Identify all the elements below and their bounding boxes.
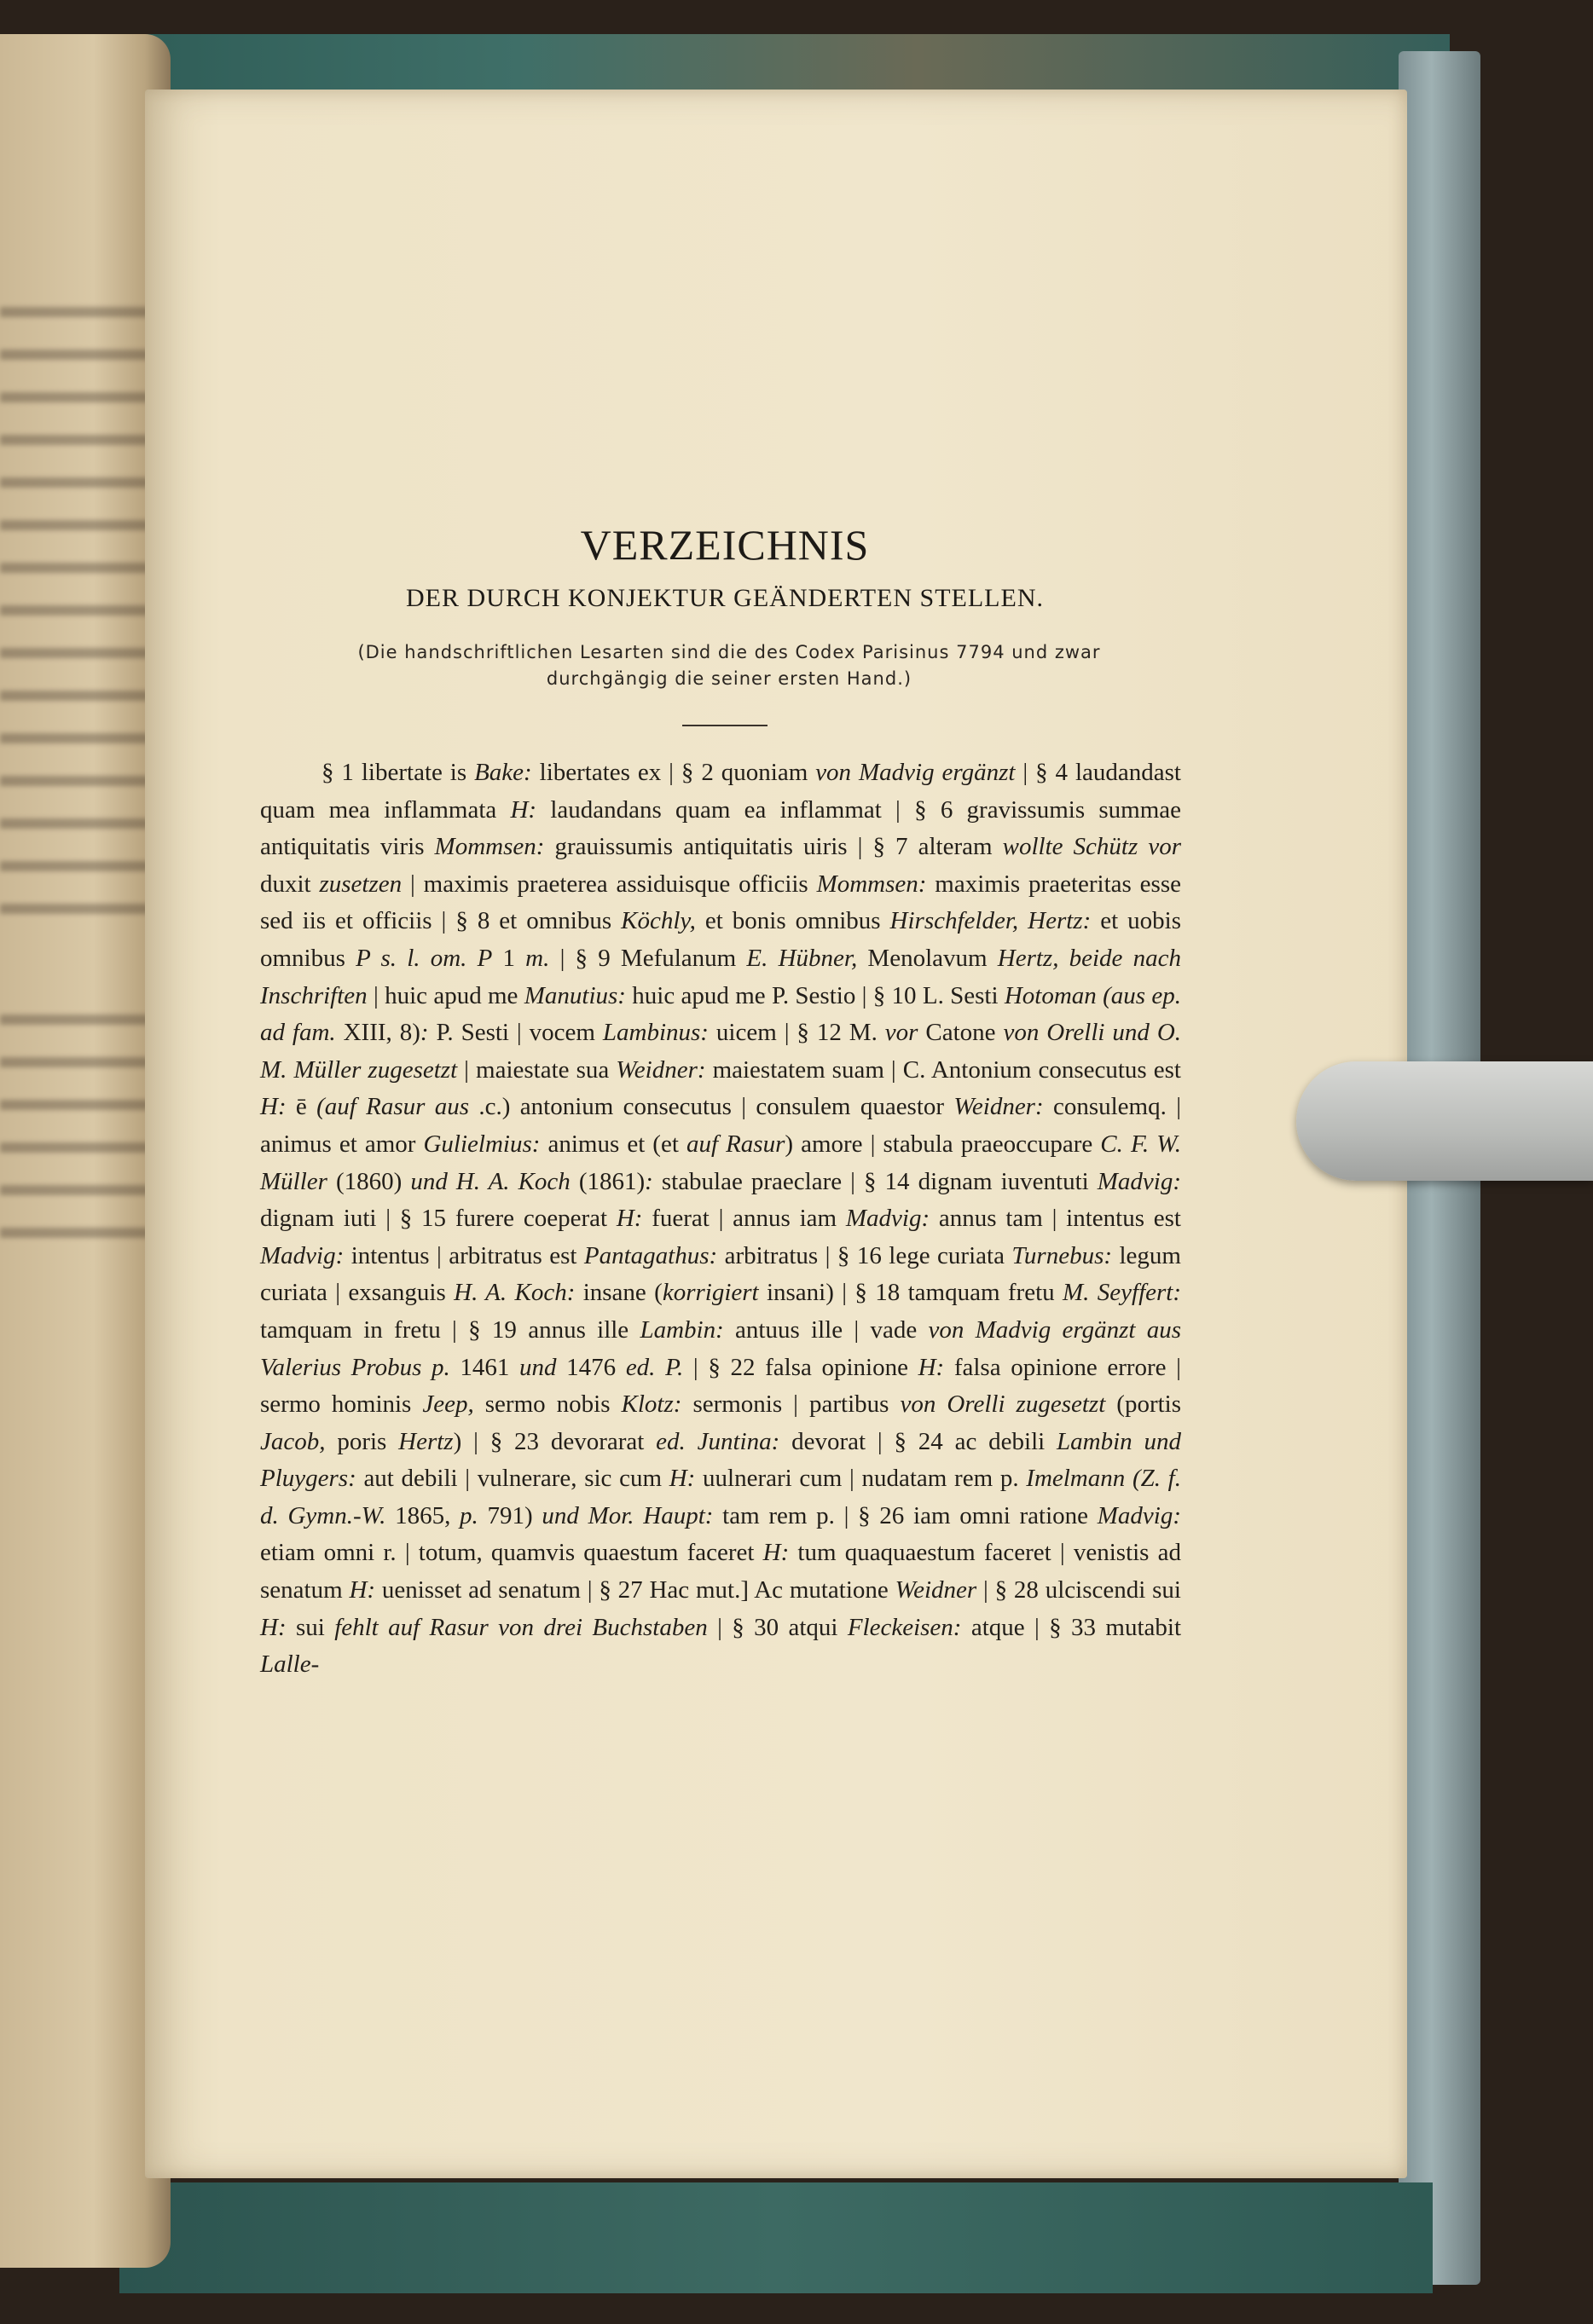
citation-segment: Lalle- — [260, 1651, 320, 1679]
text-segment: Catone — [918, 1019, 1004, 1047]
citation-segment: H: — [616, 1205, 643, 1233]
citation-segment: Lambin und Pluygers: — [260, 1427, 1181, 1493]
citation-segment: Hertz — [398, 1427, 454, 1455]
citation-segment: : — [645, 1167, 653, 1195]
citation-segment: ed. P. — [625, 1353, 684, 1381]
text-segment: 1 — [492, 944, 526, 972]
citation-segment: Bake: — [474, 759, 532, 786]
citation-segment: Hirschfelder, Hertz: — [889, 907, 1092, 935]
text-segment: 1865, — [385, 1501, 461, 1529]
citation-segment: H: — [510, 795, 537, 824]
page-subtitle: DER DURCH KONJEKTUR GEÄNDERTEN STELLEN. — [406, 584, 1044, 612]
citation-segment: Köchly, — [621, 907, 696, 935]
text-segment: laudandans quam ea inflammat | § 6 gravissumis summae antiquitatis viris — [260, 795, 1181, 861]
text-segment: uenisset ad senatum | § 27 Hac mut.] Ac mutatione — [375, 1576, 895, 1604]
citation-segment: korrigiert — [662, 1279, 759, 1307]
text-segment: | huic apud me — [367, 981, 524, 1009]
citation-segment: Madvig: — [1097, 1167, 1181, 1195]
page-title: VERZEICHNIS — [580, 521, 870, 569]
text-segment: et bonis omnibus — [695, 907, 890, 935]
citation-segment: Jacob, — [260, 1427, 326, 1455]
text-segment: poris — [325, 1427, 399, 1455]
text-segment: | maiestate sua — [457, 1055, 617, 1084]
text-segment: XIII, 8) — [335, 1019, 420, 1047]
text-segment: | § 22 falsa opinione — [683, 1353, 918, 1381]
text-segment: ē — [286, 1093, 317, 1121]
text-segment: legum curiata | exsanguis — [260, 1241, 1181, 1307]
book-cover-bottom-edge — [119, 2182, 1433, 2293]
text-segment: | § 4 laudandast quam mea inflammata — [260, 759, 1181, 824]
citation-segment: Imelmann (Z. f. d. Gymn.-W. — [260, 1465, 1181, 1529]
text-segment: uicem | § 12 M. — [708, 1019, 885, 1047]
citation-segment: Madvig: — [260, 1241, 345, 1269]
text-segment: devorat | § 24 ac debili — [779, 1427, 1057, 1455]
text-segment: P. Sesti | vocem — [428, 1019, 603, 1047]
citation-segment: Madvig: — [1097, 1501, 1181, 1529]
citation-segment: M. Seyffert: — [1063, 1279, 1181, 1307]
text-segment: | § 30 atqui — [707, 1613, 848, 1641]
citation-segment: : — [420, 1019, 429, 1047]
citation-segment: C. F. W. Müller — [260, 1130, 1181, 1195]
text-segment: dignam iuti | § 15 furere coeperat — [260, 1205, 617, 1233]
citation-segment: E. Hübner, — [746, 944, 858, 972]
citation-segment: H: — [260, 1613, 287, 1641]
source-note-line-1: (Die handschriftlichen Lesarten sind die des Codex Parisinus 7794 und zwar — [357, 642, 1101, 662]
citation-segment: von Madvig ergänzt aus Valerius Probus p. — [260, 1315, 1181, 1381]
text-segment: atque | § 33 mutabit — [961, 1613, 1181, 1641]
source-note-line-2: durchgängig die seiner ersten Hand.) — [546, 668, 912, 689]
citation-segment: H: — [762, 1539, 790, 1567]
citation-segment: Mommsen: — [816, 870, 927, 898]
citation-segment: Lambinus: — [602, 1019, 709, 1047]
citation-segment: auf Rasur — [686, 1130, 785, 1158]
citation-segment: ed. Juntina: — [656, 1427, 780, 1455]
text-segment: (1860) — [327, 1167, 411, 1195]
emendation-list-paragraph — [260, 754, 1181, 1684]
text-segment: antuus ille | vade — [723, 1315, 929, 1344]
citation-segment: Lambin: — [640, 1315, 724, 1344]
text-segment: uulnerari cum | nudatam rem p. — [695, 1465, 1027, 1493]
citation-segment: P s. l. om. P — [356, 944, 493, 972]
citation-segment: Gulielmius: — [423, 1130, 541, 1158]
citation-segment: H: — [669, 1465, 696, 1493]
citation-segment: fehlt auf Rasur von drei Buchstaben — [334, 1613, 708, 1641]
text-segment: animus et (et — [540, 1130, 686, 1158]
text-segment: libertates ex | § 2 quoniam — [531, 759, 816, 786]
citation-segment: von Orelli und O. M. Müller zugesetzt — [260, 1019, 1182, 1084]
text-segment: insane ( — [575, 1279, 663, 1307]
citation-segment: zusetzen — [319, 870, 403, 898]
citation-segment: Hotoman (aus ep. ad fam. — [260, 981, 1181, 1047]
text-segment: insani) | § 18 tamquam fretu — [758, 1279, 1063, 1307]
text-segment: huic apud me P. Sestio | § 10 L. Sesti — [625, 981, 1005, 1009]
text-segment: etiam omni r. | totum, quamvis quaestum faceret — [260, 1539, 763, 1567]
citation-segment: H. A. Koch: — [454, 1279, 576, 1307]
citation-segment: Madvig: — [845, 1205, 930, 1233]
text-segment: aut debili | vulnerare, sic cum — [356, 1465, 669, 1493]
text-segment: et uobis omnibus — [260, 907, 1181, 972]
citation-segment: Klotz: — [621, 1390, 682, 1419]
text-segment: annus tam | intentus est — [930, 1205, 1181, 1233]
citation-segment: und H. A. Koch — [410, 1167, 571, 1195]
text-segment: 1476 — [556, 1353, 626, 1381]
citation-segment: m. — [525, 944, 550, 972]
citation-segment: p. — [460, 1501, 478, 1529]
citation-segment: H: — [260, 1093, 287, 1121]
text-segment: sui — [286, 1613, 335, 1641]
text-segment: falsa opinione errore | sermo hominis — [260, 1353, 1181, 1419]
citation-segment: und Mor. Haupt: — [542, 1501, 714, 1529]
text-segment: (portis — [1105, 1390, 1182, 1419]
source-note — [316, 639, 1143, 692]
citation-segment: Weidner — [895, 1576, 977, 1604]
text-segment: tam rem p. | § 26 iam omni ratione — [713, 1501, 1098, 1529]
citation-segment: (auf Rasur aus — [316, 1093, 470, 1121]
text-segment: .c.) antonium consecutus | consulem quaestor — [469, 1093, 954, 1121]
text-segment: tum quaquaestum faceret | venistis ad senatum — [260, 1539, 1181, 1604]
text-segment: | maximis praeterea assiduisque officiis — [402, 870, 817, 898]
text-segment: intentus | arbitratus est — [344, 1241, 584, 1269]
text-segment: sermonis | partibus — [681, 1390, 901, 1419]
citation-segment: von Madvig ergänzt — [815, 759, 1016, 786]
text-segment: § 1 libertate is — [321, 759, 475, 786]
citation-segment: Mommsen: — [434, 833, 545, 861]
text-segment: arbitratus | § 16 lege curiata — [717, 1241, 1012, 1269]
text-segment: ) | § 23 devorarat — [453, 1427, 657, 1455]
citation-segment: H: — [918, 1353, 945, 1381]
citation-segment: wollte Schütz vor — [1002, 833, 1181, 861]
text-segment: stabulae praeclare | § 14 dignam iuventuti — [652, 1167, 1098, 1195]
citation-segment: Fleckeisen: — [847, 1613, 962, 1641]
text-segment: duxit — [260, 870, 320, 898]
text-segment: consulemq. | animus et amor — [260, 1093, 1181, 1158]
citation-segment: vor — [884, 1019, 918, 1047]
text-segment: fuerat | annus iam — [642, 1205, 846, 1233]
citation-segment: Manutius: — [524, 981, 626, 1009]
citation-segment: Turnebus: — [1011, 1241, 1113, 1269]
text-segment: | § 28 ulciscendi sui — [976, 1576, 1181, 1604]
text-segment: Menolavum — [857, 944, 998, 972]
citation-segment: und — [519, 1353, 557, 1381]
text-segment: tamquam in fretu | § 19 annus ille — [260, 1315, 640, 1344]
text-segment: sermo nobis — [473, 1390, 622, 1419]
text-segment: maximis praeteritas esse sed iis et officiis | § 8 et omnibus — [260, 870, 1181, 935]
citation-segment: Weidner: — [953, 1093, 1044, 1121]
text-segment: 1461 — [449, 1353, 520, 1381]
citation-segment: Hertz, beide nach Inschriften — [260, 944, 1181, 1009]
text-segment: grauissumis antiquitatis uiris | § 7 alteram — [544, 833, 1003, 861]
page-holder-clip — [1296, 1061, 1593, 1181]
citation-segment: von Orelli zugesetzt — [900, 1390, 1106, 1419]
citation-segment: Jeep, — [422, 1390, 474, 1419]
text-segment: (1861) — [570, 1167, 646, 1195]
citation-segment: Pantagathus: — [583, 1241, 718, 1269]
text-segment: | § 9 Mefulanum — [549, 944, 747, 972]
text-segment: ) amore | stabula praeoccupare — [785, 1130, 1101, 1158]
citation-segment: H: — [349, 1576, 376, 1604]
text-segment: 791) — [478, 1501, 542, 1529]
separator-rule — [682, 725, 768, 726]
citation-segment: Weidner: — [616, 1055, 706, 1084]
text-segment: maiestatem suam | C. Antonium consecutus est — [705, 1055, 1181, 1084]
